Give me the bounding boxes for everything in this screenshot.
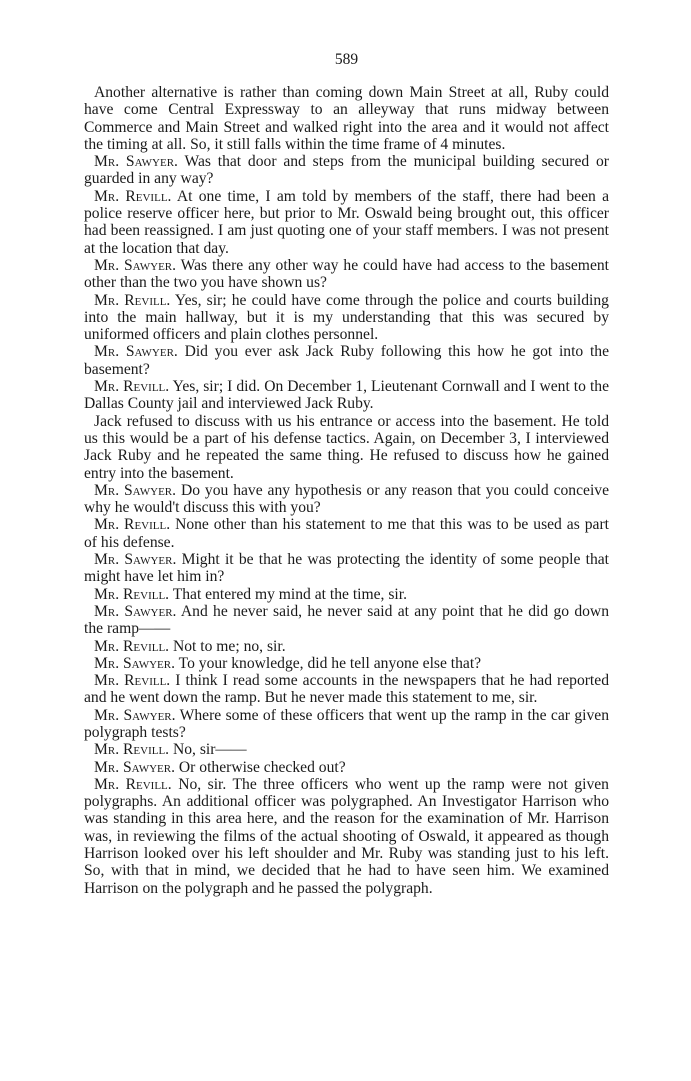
paragraph-text: None other than his statement to me that this was to be used as part of his defense.	[84, 516, 609, 551]
paragraph	[84, 638, 609, 655]
paragraph	[84, 603, 609, 638]
paragraph	[84, 655, 609, 672]
paragraph	[84, 153, 609, 188]
paragraph	[84, 84, 609, 153]
speaker-label: Mr. Revill.	[94, 516, 171, 534]
paragraph-text: Not to me; no, sir.	[172, 637, 286, 655]
paragraph	[84, 188, 609, 257]
paragraph-text: Where some of these officers that went up the ramp in the car given polygraph tests?	[84, 706, 609, 741]
paragraph-text: At one time, I am told by members of the staff, there had been a police reserve officer here, but prior to Mr. Oswald being brought out, this officer had been reassigned. I am just quoting one of your staff members. I was not present at the location that day.	[84, 187, 609, 257]
paragraph	[84, 759, 609, 776]
paragraph-text: That entered my mind at the time, sir.	[172, 585, 407, 603]
paragraph-text: No, sir. The three officers who went up the ramp were not given polygraphs. An additional officer was polygraphed. An Investigator Harrison who was standing in this area here, and the reason for the examination of Mr. Harrison was, in reviewing the films of the actual shooting of Oswald, it appeared as though Harrison looked over his left shoulder and Mr. Ruby was standing just to his left. So, with that in mind, we decided that he had to have seen him. We examined Harrison on the polygraph and he passed the polygraph.	[84, 775, 609, 897]
paragraph-text: Another alternative is rather than coming down Main Street at all, Ruby could have come Central Expressway to an alleyway that runs midway between Commerce and Main Street and walked right into the area and it would not affect the timing at all. So, it still falls within the time frame of 4 minutes.	[84, 84, 609, 153]
speaker-label: Mr. Sawyer.	[94, 654, 176, 672]
paragraph-text: And he never said, he never said at any point that he did go down the ramp——	[84, 602, 609, 638]
speaker-label: Mr. Sawyer.	[94, 758, 176, 776]
paragraph	[84, 551, 609, 586]
paragraph-text: To your knowledge, did he tell anyone else that?	[178, 654, 482, 672]
paragraph-text: Jack refused to discuss with us his entrance or access into the basement. He told us this would be a part of his defense tactics. Again, on December 3, I interviewed Jack Ruby and he repeated the same thing. He refused to discuss how he gained entry into the basement.	[84, 412, 609, 482]
speaker-label: Mr. Revill.	[94, 585, 170, 603]
speaker-label: Mr. Sawyer.	[94, 551, 177, 569]
paragraph	[84, 707, 609, 742]
paragraph-text: Might it be that he was protecting the identity of some people that might have let him in?	[84, 551, 609, 586]
paragraph-text: No, sir——	[172, 741, 247, 759]
paragraph	[84, 343, 609, 378]
speaker-label: Mr. Revill.	[94, 672, 171, 690]
paragraph-text: Was that door and steps from the municipal building secured or guarded in any way?	[84, 153, 609, 188]
paragraph-text: Did you ever ask Jack Ruby following this how he got into the basement?	[84, 343, 609, 378]
speaker-label: Mr. Revill.	[94, 187, 172, 205]
paragraph-text: Yes, sir; I did. On December 1, Lieutenant Cornwall and I went to the Dallas County jail and interviewed Jack Ruby.	[84, 378, 609, 413]
paragraph	[84, 672, 609, 707]
paragraph	[84, 586, 609, 603]
paragraph	[84, 413, 609, 482]
speaker-label: Mr. Revill.	[94, 775, 172, 793]
speaker-label: Mr. Revill.	[94, 637, 170, 655]
paragraph	[84, 741, 609, 758]
speaker-label: Mr. Sawyer.	[94, 602, 177, 620]
paragraph	[84, 257, 609, 292]
paragraph	[84, 482, 609, 517]
speaker-label: Mr. Revill.	[94, 291, 171, 309]
speaker-label: Mr. Sawyer.	[94, 481, 177, 499]
speaker-label: Mr. Sawyer.	[94, 343, 178, 361]
paragraph-text: Do you have any hypothesis or any reason that you could conceive why he would't discuss this with you?	[84, 481, 609, 517]
paragraph	[84, 292, 609, 344]
page-number: 589	[334, 51, 359, 68]
transcript-body	[84, 84, 609, 897]
speaker-label: Mr. Revill.	[94, 741, 170, 759]
paragraph	[84, 378, 609, 413]
paragraph	[84, 776, 609, 897]
speaker-label: Mr. Sawyer.	[94, 256, 177, 274]
paragraph	[84, 516, 609, 551]
paragraph-text: Yes, sir; he could have come through the police and courts building into the main hallway, but it is my understanding that this was secured by uniformed officers and plain clothes personnel.	[84, 291, 609, 344]
paragraph-text: Was there any other way he could have had access to the basement other than the two you have shown us?	[84, 256, 609, 292]
speaker-label: Mr. Sawyer.	[94, 706, 176, 724]
speaker-label: Mr. Sawyer.	[94, 153, 178, 171]
speaker-label: Mr. Revill.	[94, 378, 170, 396]
paragraph-text: I think I read some accounts in the newspapers that he had reported and he went down the ramp. But he never made this statement to me, sir.	[84, 672, 609, 707]
paragraph-text: Or otherwise checked out?	[178, 758, 346, 776]
